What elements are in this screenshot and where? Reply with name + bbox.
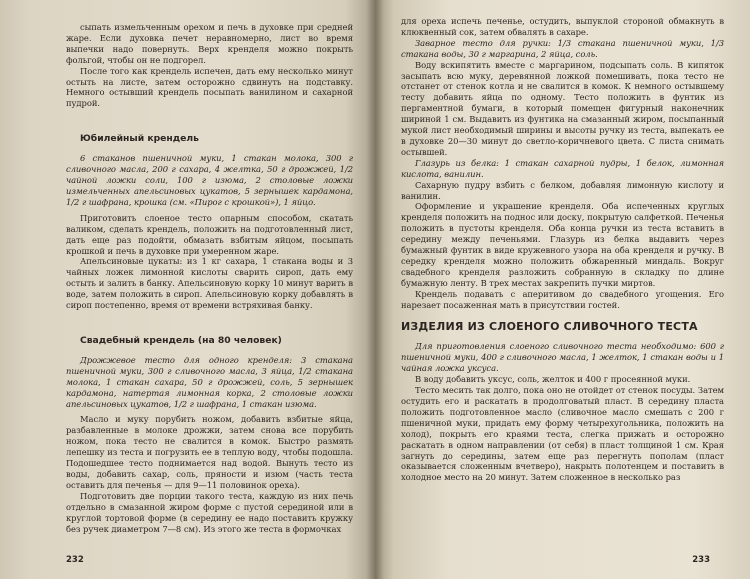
paragraph: В воду добавить уксус, соль, желток и 400 г просеянной муки. [415,374,691,385]
paragraph: Крендель подавать с аперитивом до свадебного угощения. Его нарезает посаженная мать в присутствии гостей. [401,288,724,310]
paragraph: Апельсиновые цукаты: из 1 кг сахара, 1 стакана воды и 3 чайных ложек лимонной кислоты сварить сироп, дать ему остыть и залить в банку. Апельсиновую корку 10 минут варить в воде, затем положить в сироп. Апельсиновую корку добавлять в сироп постепенно, время от времени встряхивая банку. [66,256,353,311]
paragraph: Оформление и украшение кренделя. Оба испеченных круглых кренделя положить на поднос или доску, покрытую салфеткой. Печенья положить в пустоты кренделя. Оба конца ручки из теста вставить в середину между печеньями. Глазурь из белка выдавить через бумажный фунтик в виде кружевного узора на оба кренделя и ручку. В середку кренделя можно положить обжаренный миндаль. Вокруг свадебного кренделя разложить собранную в складку по длине бумажную ленту. В трех местах закрепить пучки миртов. [401,201,724,288]
paragraph: Воду вскипятить вместе с маргарином, подсыпать соль. В кипяток засыпать всю муку, деревянной ложкой помешивать, пока тесто не отстанет от стенок котла и не свалится в комок. К немного остывшему тесту добавить яйца по одному. Тесто положить в фунтик из пергаментной бумаги, в который помещен фигурный наконечник шириной 1 см. Выдавить из фунтика на смазанный жиром, посыпанный мукой лист необходимый ширины и высоты ручку из теста, выпекать ее в духовке 20—30 минут до светло-коричневого цвета. С листа снимать остывшей. [401,59,724,157]
paragraph: Приготовить слоеное тесто опарным способом, скатать валиком, сделать крендель, положить на подготовленный лист, дать еще раз подойти, обмазать взбитым яйцом, посыпать крошкой и печь в духовке при умеренном жаре. [66,212,353,256]
recipe-title: Юбилейный крендель [80,133,199,145]
page-number: 233 [692,555,710,565]
paragraph: Сахарную пудру взбить с белком, добавляя лимонную кислоту и ванилин. [401,179,724,201]
paragraph: Подготовить две порции такого теста, каждую из них печь отдельно в смазанной жиром форме с пустой серединой или в круглой тортовой форме (в середину ее надо поставить кружку без ручек диаметром 7—8 см). Из этого же теста в формочках [66,490,353,534]
recipe-title: Свадебный крендель (на 80 человек) [80,334,282,346]
left-page-text [66,4,353,534]
ingredients-list: Глазурь из белка: 1 стакан сахарной пудры, 1 белок, лимонная кислота, ванилин. [401,157,724,179]
ingredients-list: Для приготовления слоеного сливочного теста необходимо: 600 г пшеничной муки, 400 г сливочного масла, 1 желток, 1 стакан воды и 1 чайная ложка уксуса. [401,341,724,374]
paragraph: Тесто месить так долго, пока оно не отойдет от стенок посуды. Затем остудить его и раскатать в продолговатый пласт. В середину пласта положить подготовленное масло (сливочное масло смешать с 200 г пшеничной муки, придать ему форму четырехугольника, положить на холод), покрыть его краями теста, слегка прижать и осторожно раскатать в одном направлении (от себя) в пласт толщиной 1 см. Края загнуть до середины, затем еще раз перегнуть пополам (пласт оказывается сложенным вчетверо), накрыть полотенцем и поставить в холодное место на 20 минут. Затем сложенное в несколько раз [401,385,724,483]
section-title: ИЗДЕЛИЯ ИЗ СЛОЕНОГО СЛИВОЧНОГО ТЕСТА [401,320,698,334]
right-page-text [401,0,724,483]
ingredients-list: 6 стаканов пшеничной муки, 1 стакан молока, 300 г сливочного масла, 200 г сахара, 4 желтка, 50 г дрожжей, 1/2 чайной ложки соли, 100 г изюма, 2 столовые ложки измельченных апельсиновых цукатов, 5 зернышек кардамона, 1/2 г шафрана, крошка (см. «Пирог с крошкой»), 1 яйцо. [66,153,353,207]
paragraph: для ореха испечь печенье, остудить, выпуклой стороной обмакнуть в клюквенный сок, затем обвалять в сахаре. [401,16,724,37]
paragraph: сыпать измельченным орехом и печь в духовке при средней жаре. Если духовка печет неравномерно, лист во время выпечки надо повернуть. Верх кренделя можно покрыть фольгой, чтобы он не подгорел. [66,22,353,65]
paragraph: Масло и муку порубить ножом, добавить взбитые яйца, разбавленные в молоке дрожжи, затем снова все порубить ножом, пока тесто не свалится в комок. Быстро размять лепешку из теста и погрузить ее в теплую воду, чтобы подошла. Подошедшее тесто поднимается над водой. Вынуть тесто из воды, добавить сахар, соль, пряности и изюм (часть теста оставить для печенья — для 9—11 половинок ореха). [66,414,353,490]
ingredients-list: Заварное тесто для ручки: 1/3 стакана пшеничной муки, 1/3 стакана воды, 30 г маргарина, 2 яйца, соль. [401,37,724,59]
right-page [375,0,750,579]
paragraph: После того как крендель испечен, дать ему несколько минут остыть на листе, затем осторожно сдвинуть на подставку. Немного остывший крендель посыпать ванилином и сахарной пудрой. [66,65,353,109]
page-number: 232 [66,555,84,565]
ingredients-list: Дрожжевое тесто для одного кренделя: 3 стакана пшеничной муки, 300 г сливочного масла, 3 яйца, 1/2 стакана молока, 1 стакан сахара, 50 г дрожжей, соль, 5 зернышек кардамона, натертая лимонная корка, 2 столовые ложки апельсиновых цукатов, 1/2 г шафрана, 1 стакан изюма. [66,354,353,409]
